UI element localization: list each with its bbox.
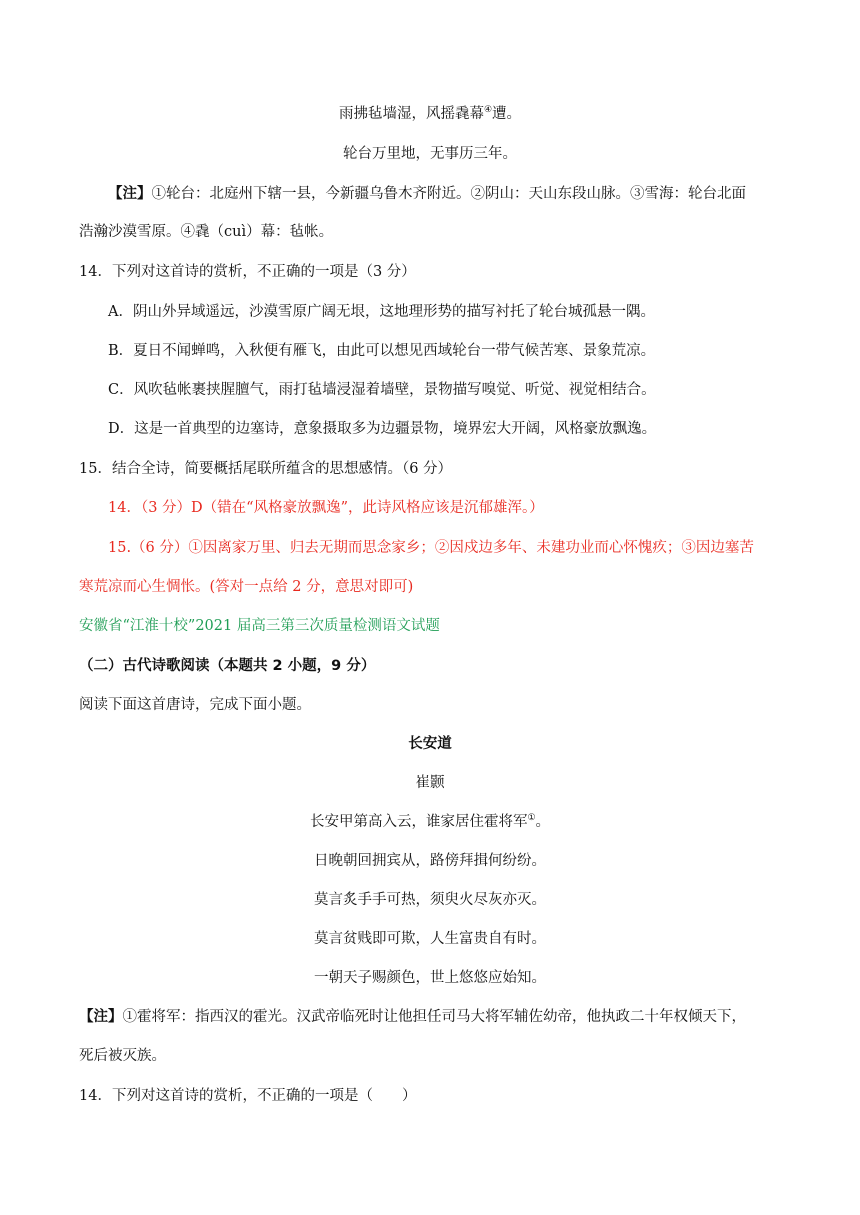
- question-14-option-d: D．这是一首典型的边塞诗，意象摄取多为边疆景物，境界宏大开阔，风格豪放飘逸。: [108, 421, 657, 437]
- poem-text: 雨拂毡墙湿，风摇毳幕: [338, 106, 484, 122]
- answer-14: 14．（3 分）D（错在“风格豪放飘逸”，此诗风格应该是沉郁雄浑。）: [108, 500, 544, 516]
- poem2-title: 长安道: [408, 736, 452, 752]
- poem1-line-b: 轮台万里地，无事历三年。: [343, 146, 517, 162]
- poem2-author: 崔颢: [415, 775, 445, 791]
- poem1-line-a: [0, 104, 860, 124]
- answer-15-line2: 寒荒凉而心生惆怅。(答对一点给 2 分，意思对即可): [79, 579, 414, 595]
- section-heading: （二）古代诗歌阅读（本题共 2 小题，9 分）: [79, 658, 376, 674]
- poem2-line3: 莫言炙手手可热，须臾火尽灰亦灭。: [314, 892, 546, 908]
- footnote-marker: ④: [483, 105, 493, 115]
- poem2-line2: 日晚朝回拥宾从，路傍拜揖何纷纷。: [314, 853, 546, 869]
- footnote-marker: ①: [527, 813, 536, 823]
- poem-text: 长安甲第高入云，谁家居住霍将军: [309, 814, 528, 830]
- question-14-option-c: C．风吹毡帐裹挟腥膻气，雨打毡墙浸湿着墙壁，景物描写嗅觉、听觉、视觉相结合。: [108, 382, 656, 398]
- note-label: 【注】: [108, 186, 152, 202]
- poem2-line1: [0, 812, 860, 832]
- note-text: ①霍将军：指西汉的霍光。汉武帝临死时让他担任司马大将军辅佐幼帝，他执政二十年权倾天下，: [122, 1009, 746, 1025]
- poem-text: 。: [535, 814, 551, 830]
- poem2-line5: 一朝天子赐颜色，世上悠悠应始知。: [314, 970, 546, 986]
- question-15-stem: 15．结合全诗，简要概括尾联所蕴含的思想感情。（6 分）: [79, 461, 453, 477]
- note2-line1: [79, 1007, 746, 1027]
- question-14-stem: 14．下列对这首诗的赏析，不正确的一项是（3 分）: [79, 264, 416, 280]
- poem2-line4: 莫言贫贱即可欺，人生富贵自有时。: [314, 931, 546, 947]
- section-instruction: 阅读下面这首唐诗，完成下面小题。: [79, 697, 311, 713]
- note1-line2: 浩瀚沙漠雪原。④毳（cuì）幕：毡帐。: [79, 224, 334, 240]
- question-14-option-b: B．夏日不闻蝉鸣，入秋便有雁飞，由此可以想见西域轮台一带气候苦寒、景象荒凉。: [108, 343, 656, 359]
- note-text: ①轮台：北庭州下辖一县，今新疆乌鲁木齐附近。②阴山：天山东段山脉。③雪海：轮台北面: [151, 186, 746, 202]
- note1-line1: [108, 184, 746, 204]
- note-label: 【注】: [79, 1009, 123, 1025]
- note2-line2: 死后被灭族。: [79, 1048, 166, 1064]
- question-14-option-a: A．阴山外异域遥远，沙漠雪原广阔无垠，这地理形势的描写衬托了轮台城孤悬一隅。: [108, 304, 655, 320]
- poem-text: 遭。: [492, 106, 522, 122]
- question-14b-stem: 14．下列对这首诗的赏析，不正确的一项是（ ）: [79, 1088, 417, 1104]
- source-title: 安徽省“江淮十校”2021 届高三第三次质量检测语文试题: [79, 618, 440, 634]
- answer-15-line1: 15.（6 分）①因离家万里、归去无期而思念家乡；②因戍边多年、未建功业而心怀愧疚；③因边塞苦: [108, 540, 754, 556]
